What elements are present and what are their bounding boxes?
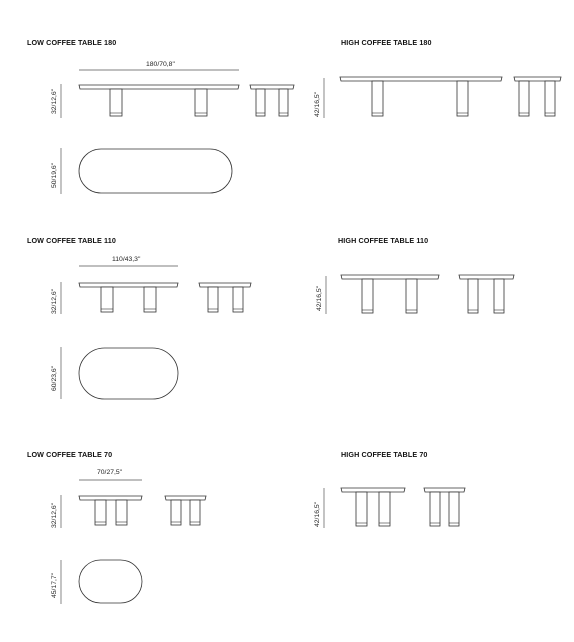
low-110-width-dimension: 60/23,6" xyxy=(51,365,58,391)
low-180-width-dimension: 50/19,6" xyxy=(51,162,58,188)
high-70-height-dimension: 42/16,5" xyxy=(314,501,321,527)
low-coffee-table-180-title: LOW COFFEE TABLE 180 xyxy=(27,38,117,47)
low-180-height-dimension: 32/12,6" xyxy=(51,88,58,114)
low-110-length-dimension: 110/43,3" xyxy=(112,256,141,263)
high-110-height-dimension: 42/16,5" xyxy=(316,285,323,311)
low-coffee-table-110-title: LOW COFFEE TABLE 110 xyxy=(27,236,116,245)
low-70-height-dimension: 32/12,6" xyxy=(51,502,58,528)
high-coffee-table-70-title: HIGH COFFEE TABLE 70 xyxy=(341,450,428,459)
low-coffee-table-70-title: LOW COFFEE TABLE 70 xyxy=(27,450,113,459)
low-110-height-dimension: 32/12,6" xyxy=(51,288,58,314)
high-coffee-table-110-title: HIGH COFFEE TABLE 110 xyxy=(338,236,429,245)
high-coffee-table-180-title: HIGH COFFEE TABLE 180 xyxy=(341,38,432,47)
low-70-length-dimension: 70/27,5" xyxy=(97,469,123,476)
low-70-width-dimension: 45/17,7" xyxy=(51,572,58,598)
high-180-height-dimension: 42/16,5" xyxy=(314,91,321,117)
low-180-length-dimension: 180/70,8" xyxy=(146,61,175,68)
